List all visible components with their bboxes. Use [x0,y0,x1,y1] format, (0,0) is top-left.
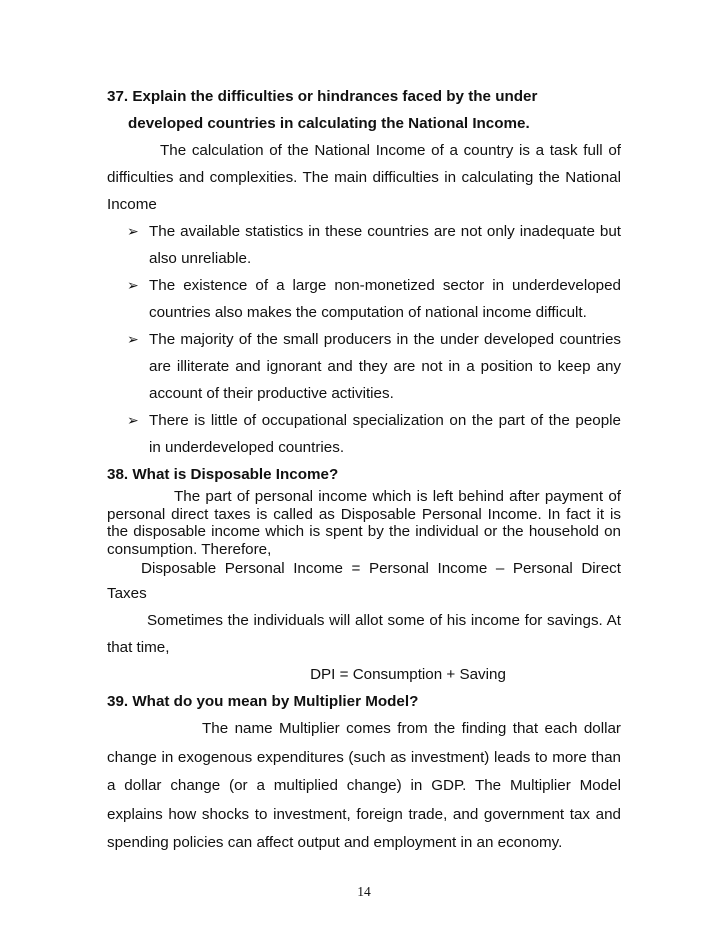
list-item-text: There is little of occupational specialization on the part of the people in underdeveloped countries. [149,412,621,456]
list-item [127,407,621,461]
list-item-text: The existence of a large non-monetized sector in underdeveloped countries also makes the computation of national income difficult. [149,277,621,321]
page-number: 14 [357,884,371,899]
list-item [127,326,621,407]
difficulties-list [107,218,621,461]
question-37-intro: The calculation of the National Income of a country is a task full of difficulties and complexities. The main difficulties in calculating the National Income [107,142,621,213]
question-37-title: 37. Explain the difficulties or hindrances faced by the under [107,88,538,105]
savings-paragraph: Sometimes the individuals will allot some of his income for savings. At that time, [107,612,621,656]
question-39-paragraph: The name Multiplier comes from the finding that each dollar change in exogenous expenditures (such as investment) leads to more than a dollar change (or a multiplied change) in GDP. The Multiplier Model explains how shocks to investment, foreign trade, and government tax and spending policies can affect output and employment in an economy. [107,720,621,851]
question-37-title-continued: developed countries in calculating the National Income. [128,115,530,132]
arrow-bullet-icon: ➢ [127,277,139,293]
arrow-bullet-icon: ➢ [127,331,139,347]
dpi-formula: DPI = Consumption + Saving [310,666,506,683]
list-item [127,218,621,272]
list-item-text: The available statistics in these countries are not only inadequate but also unreliable. [149,223,621,267]
question-39-title: 39. What do you mean by Multiplier Model? [107,693,419,710]
list-item-text: The majority of the small producers in the under developed countries are illiterate and ignorant and they are not in a position to keep any account of their productive activities. [149,331,621,402]
document-page [107,83,621,858]
question-38-title: 38. What is Disposable Income? [107,466,339,483]
list-item [127,272,621,326]
arrow-bullet-icon: ➢ [127,412,139,428]
formula-line: Disposable Personal Income = Personal Income – Personal Direct [141,560,621,577]
formula-line-continued: Taxes [107,585,147,602]
arrow-bullet-icon: ➢ [127,223,139,239]
question-38-paragraph: The part of personal income which is left behind after payment of personal direct taxes is called as Disposable Personal Income. In fact it is the disposable income which is spent by the individual or the household on consumption. Therefore, [107,488,621,558]
